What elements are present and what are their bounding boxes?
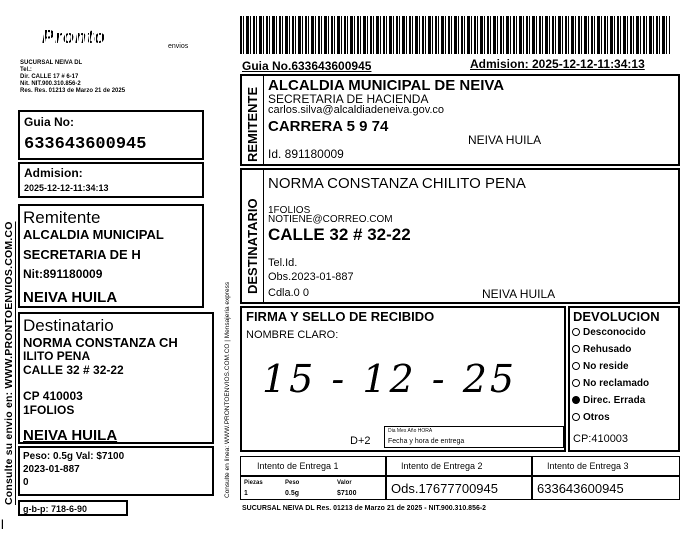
intento-2-label: Intento de Entrega 2 bbox=[401, 461, 483, 471]
devolucion-option-5[interactable]: Otros bbox=[572, 413, 610, 423]
ods-value: Ods.17677700945 bbox=[391, 481, 498, 496]
right-remitente-id: Id. 891180009 bbox=[268, 147, 344, 161]
radio-no-reclamado[interactable] bbox=[572, 379, 580, 387]
left-destinatario-label: Destinatario bbox=[23, 316, 114, 335]
left-destinatario-line-0: NORMA CONSTANZA CH bbox=[23, 335, 178, 350]
peso-label: Peso bbox=[285, 480, 300, 486]
left-peso-val: Peso: 0.5g Val: $7100 bbox=[23, 451, 125, 462]
radio-rehusado[interactable] bbox=[572, 345, 580, 353]
devolucion-box bbox=[568, 306, 680, 452]
company-line-4: Res. Res. 01213 de Marzo 21 de 2025 bbox=[20, 88, 126, 94]
right-destinatario-box bbox=[240, 168, 680, 304]
left-remitente-city: NEIVA HUILA bbox=[23, 289, 118, 306]
left-peso-box bbox=[18, 446, 214, 496]
left-guia-box bbox=[18, 110, 204, 160]
left-destinatario-city: NEIVA HUILA bbox=[23, 427, 118, 444]
radio-otros[interactable] bbox=[572, 413, 580, 421]
radio-direc-errada[interactable] bbox=[572, 396, 580, 404]
right-footer: SUCURSAL NEIVA DL Res. 01213 de Marzo 21 de 2025 - NIT.900.310.856-2 bbox=[242, 505, 487, 512]
right-remitente-side-label: REMITENTE bbox=[245, 86, 260, 162]
barcode bbox=[240, 16, 670, 54]
fecha-label: Fecha y hora de entrega bbox=[388, 438, 465, 445]
devolucion-option-1[interactable]: Rehusado bbox=[572, 345, 631, 355]
company-logo: Pronto bbox=[42, 27, 106, 47]
right-destinatario-obs: Obs.2023-01-887 bbox=[268, 271, 354, 283]
piezas-cell bbox=[240, 476, 386, 500]
right-destinatario-tel: Tel.Id. bbox=[268, 257, 298, 269]
devolucion-title: DEVOLUCION bbox=[573, 309, 660, 324]
left-destinatario-line-1: ILITO PENA bbox=[23, 349, 91, 363]
right-destinatario-name: NORMA CONSTANZA CHILITO PENA bbox=[268, 175, 526, 192]
left-footer-code: g-b-p: 718-6-90 bbox=[23, 504, 88, 514]
left-vertical-url: Consulte su envio en: WWW.PRONTOENVIOS.COM.CO bbox=[3, 221, 15, 505]
devolucion-option-0[interactable]: Desconocido bbox=[572, 328, 646, 338]
guia-box-cell bbox=[532, 476, 680, 500]
left-remitente-nit: Nit:891180009 bbox=[23, 267, 103, 281]
right-destinatario-email: NOTIENE@CORREO.COM bbox=[268, 214, 393, 225]
right-remitente-address: CARRERA 5 9 74 bbox=[268, 118, 389, 135]
devolucion-option-4[interactable]: Direc. Errada bbox=[572, 396, 645, 406]
right-remitente-line-2: carlos.silva@alcaldiadeneiva.gov.co bbox=[268, 104, 445, 116]
company-line-0: SUCURSAL NEIVA DL bbox=[20, 60, 83, 66]
intento-3-label: Intento de Entrega 3 bbox=[547, 461, 629, 471]
intento-1-cell bbox=[240, 456, 386, 476]
right-destinatario-cdla: Cdla.0 0 bbox=[268, 287, 309, 299]
valor-label: Valor bbox=[337, 480, 352, 486]
left-destinatario-box bbox=[18, 312, 214, 444]
peso-value: 0.5g bbox=[285, 490, 300, 497]
d2-label: D+2 bbox=[350, 435, 371, 447]
radio-desconocido[interactable] bbox=[572, 328, 580, 336]
left-destinatario-line-2: CALLE 32 # 32-22 bbox=[23, 363, 124, 377]
piezas-label: Piezas bbox=[244, 480, 263, 486]
company-logo-sub: envios bbox=[168, 43, 189, 50]
intento-2-cell bbox=[386, 456, 532, 476]
valor-value: $7100 bbox=[337, 490, 357, 497]
right-remitente-line-0: ALCALDIA MUNICIPAL DE NEIVA bbox=[268, 77, 505, 94]
left-remitente-box bbox=[18, 204, 204, 308]
fecha-box bbox=[384, 426, 564, 448]
firma-box bbox=[240, 306, 566, 452]
left-guia-number: 633643600945 bbox=[24, 135, 147, 154]
right-destinatario-side-label: DESTINATARIO bbox=[245, 198, 260, 294]
left-admision-box bbox=[18, 162, 204, 198]
guia-box-value: 633643600945 bbox=[537, 481, 624, 496]
right-admision-row: Admision: 2025-12-12-11:34:13 bbox=[470, 57, 645, 71]
ods-cell bbox=[386, 476, 532, 500]
right-remitente-line-1: SECRETARIA DE HACIENDA bbox=[268, 92, 429, 106]
radio-no-reside[interactable] bbox=[572, 362, 580, 370]
devolucion-option-3[interactable]: No reclamado bbox=[572, 379, 649, 389]
right-remitente-city: NEIVA HUILA bbox=[468, 133, 542, 147]
company-line-3: Nit. NIT.900.310.856-2 bbox=[20, 81, 81, 87]
left-header-box bbox=[18, 22, 204, 110]
devolucion-cp: CP:410003 bbox=[573, 433, 629, 445]
left-remitente-line-1: SECRETARIA DE H bbox=[23, 247, 141, 262]
right-remitente-box bbox=[240, 74, 680, 166]
left-guia-label: Guia No: bbox=[24, 115, 74, 129]
tick-mark: | bbox=[1, 519, 4, 530]
right-guia-row: Guia No.633643600945 bbox=[242, 59, 372, 73]
fecha-header: Dia Mes Año HORA bbox=[388, 428, 433, 434]
company-line-2: Dir. CALLE 17 # 6-17 bbox=[20, 74, 79, 80]
right-destinatario-address: CALLE 32 # 32-22 bbox=[268, 225, 411, 244]
left-remitente-label: Remitente bbox=[23, 208, 101, 227]
right-destinatario-folios: 1FOLIOS bbox=[268, 205, 311, 216]
devolucion-option-2[interactable]: No reside bbox=[572, 362, 629, 372]
intento-1-label: Intento de Entrega 1 bbox=[257, 461, 339, 471]
right-destinatario-city: NEIVA HUILA bbox=[482, 287, 556, 301]
nombre-claro-label: NOMBRE CLARO: bbox=[246, 329, 339, 341]
left-admision-label: Admision: bbox=[24, 166, 83, 180]
company-line-1: Tel.: bbox=[20, 67, 32, 73]
intento-3-cell bbox=[532, 456, 680, 476]
left-admision-value: 2025-12-12-11:34:13 bbox=[24, 183, 109, 193]
firma-title: FIRMA Y SELLO DE RECIBIDO bbox=[246, 309, 435, 324]
left-destinatario-folios: 1FOLIOS bbox=[23, 403, 75, 417]
right-vertical-small: Consulte en linea: WWW.PRONTOENVIOS.COM.CO | Mensajeria express bbox=[224, 281, 231, 498]
left-obs: 2023-01-887 bbox=[23, 464, 80, 475]
left-remitente-line-0: ALCALDIA MUNICIPAL bbox=[23, 227, 164, 242]
handwritten-date: 15 - 12 - 25 bbox=[262, 357, 518, 401]
piezas-value: 1 bbox=[244, 490, 248, 497]
left-footer-box bbox=[18, 500, 128, 516]
left-zero: 0 bbox=[23, 477, 29, 488]
left-destinatario-cp: CP 410003 bbox=[23, 389, 83, 403]
